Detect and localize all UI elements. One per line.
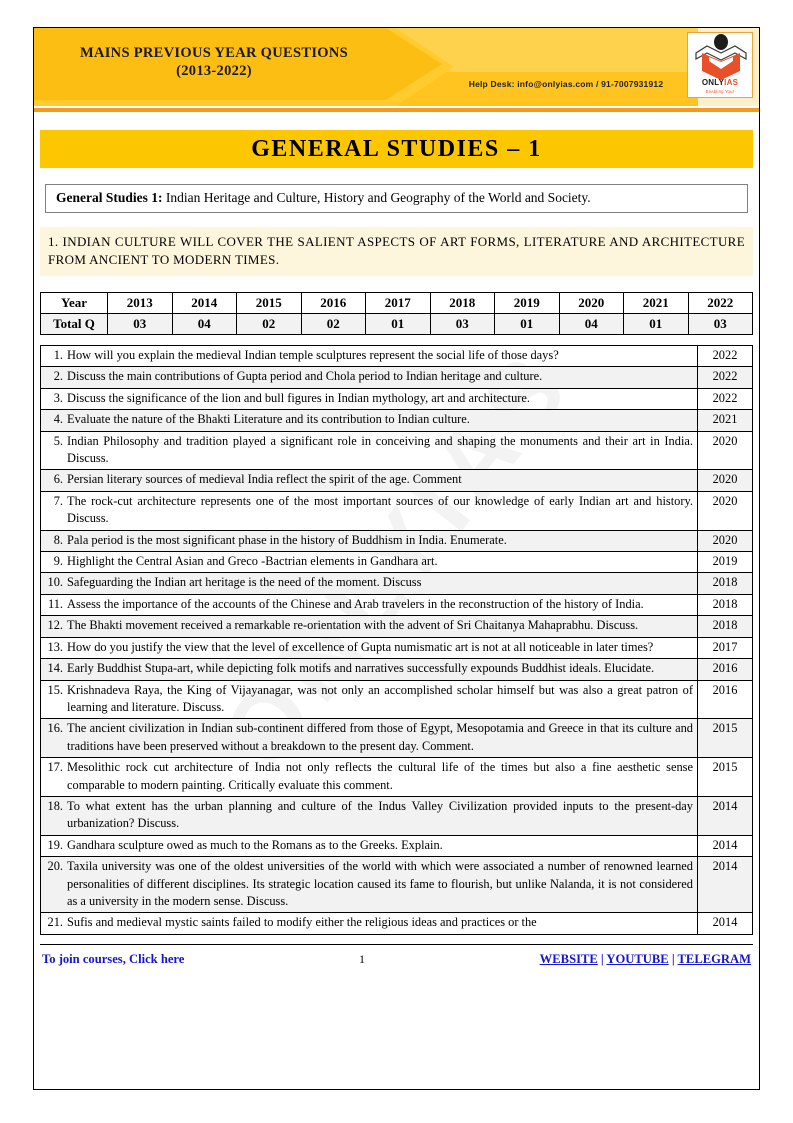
year-cell-2015: 2015 (237, 293, 302, 314)
table-row (41, 346, 753, 367)
onlyias-logo (687, 32, 753, 98)
total-q-row-label: Total Q (41, 314, 108, 335)
total-q-2022: 03 (688, 314, 753, 335)
masthead-divider (34, 108, 759, 112)
question-text: To what extent has the urban planning and culture of the Indus Valley Civilization provided inputs to the present-day urbanization? Discuss. (67, 798, 693, 831)
question-number: 17. (47, 760, 63, 775)
question-year: 2015 (698, 719, 753, 758)
question-text-cell (41, 431, 698, 470)
question-number: 11. (47, 596, 63, 611)
question-text: How do you justify the view that the level of excellence of Gupta numismatic art is not at all noticeable in later times? (67, 639, 654, 654)
question-year: 2022 (698, 367, 753, 388)
question-text: Highlight the Central Asian and Greco -Bactrian elements in Gandhara art. (67, 554, 438, 569)
page-title: GENERAL STUDIES – 1 (40, 130, 753, 168)
question-number: 14. (47, 661, 63, 676)
table-row (41, 594, 753, 615)
question-text-cell (41, 410, 698, 431)
table-row (41, 573, 753, 594)
masthead-title (34, 44, 394, 80)
masthead (34, 28, 759, 106)
topic-heading: 1. INDIAN CULTURE WILL COVER THE SALIENT ASPECTS OF ART FORMS, LITERATURE AND ARCHITECTURE FROM ANCIENT TO MODERN TIMES. (40, 227, 753, 276)
question-text: Discuss the main contributions of Gupta period and Chola period to Indian heritage and culture. (67, 369, 543, 384)
masthead-title-line1: MAINS PREVIOUS YEAR QUESTIONS (79, 45, 348, 61)
question-number: 16. (47, 721, 63, 736)
question-text-cell (41, 573, 698, 594)
table-row (41, 719, 753, 758)
question-text: Safeguarding the Indian art heritage is the need of the moment. Discuss (67, 575, 422, 590)
footer-separator-1: | (597, 952, 607, 967)
year-cell-2019: 2019 (495, 293, 560, 314)
question-year: 2022 (698, 388, 753, 409)
question-text-cell (41, 530, 698, 551)
table-row (41, 913, 753, 934)
question-year: 2018 (698, 573, 753, 594)
year-cell-2021: 2021 (624, 293, 689, 314)
table-row (41, 637, 753, 658)
question-text-cell (41, 346, 698, 367)
question-text: The ancient civilization in Indian sub-continent differed from those of Egypt, Mesopotamia and Greece in that its culture and traditions have been preserved without a breakdown to the present day. Comment. (67, 721, 693, 753)
question-number: 18. (47, 798, 63, 813)
year-cell-2017: 2017 (366, 293, 431, 314)
question-text-cell (41, 616, 698, 637)
year-cell-2013: 2013 (108, 293, 173, 314)
question-year: 2014 (698, 857, 753, 913)
question-year: 2018 (698, 594, 753, 615)
question-text-cell (41, 470, 698, 491)
question-year: 2020 (698, 431, 753, 470)
table-row (41, 552, 753, 573)
question-text: Early Buddhist Stupa-art, while depicting folk motifs and narratives successfully expounds Buddhist ideals. Elucidate. (67, 661, 655, 676)
question-text-cell (41, 367, 698, 388)
question-text: Gandhara sculpture owed as much to the Romans as to the Greeks. Explain. (67, 837, 443, 852)
question-text-cell (41, 857, 698, 913)
question-number: 15. (47, 682, 63, 697)
table-row (41, 388, 753, 409)
youtube-link[interactable]: YOUTUBE (606, 952, 669, 967)
masthead-title-line2: (2013-2022) (176, 63, 252, 79)
question-text-cell (41, 758, 698, 797)
question-year: 2020 (698, 491, 753, 530)
questions-table (40, 345, 753, 935)
question-number: 13. (47, 639, 63, 654)
total-q-2018: 03 (430, 314, 495, 335)
table-row (41, 410, 753, 431)
question-text-cell (41, 835, 698, 856)
question-year: 2014 (698, 796, 753, 835)
year-row-label: Year (41, 293, 108, 314)
footer-links (540, 952, 751, 967)
question-text: Krishnadeva Raya, the King of Vijayanagar, was not only an accomplished scholar himself but was also a great patron of learning and literature. Discuss. (67, 682, 693, 714)
question-number: 21. (47, 915, 63, 930)
question-text: Pala period is the most significant phase in the history of Buddhism in India. Enumerate. (67, 532, 507, 547)
question-number: 7. (53, 493, 63, 508)
total-q-2013: 03 (108, 314, 173, 335)
question-year: 2019 (698, 552, 753, 573)
total-q-2014: 04 (172, 314, 237, 335)
question-text-cell (41, 388, 698, 409)
total-q-2015: 02 (237, 314, 302, 335)
year-cell-2022: 2022 (688, 293, 753, 314)
logo-only-text: ONLY (701, 78, 725, 87)
footer-separator-2: | (668, 952, 678, 967)
question-year: 2020 (698, 470, 753, 491)
table-row (41, 491, 753, 530)
question-year: 2021 (698, 410, 753, 431)
year-cell-2020: 2020 (559, 293, 624, 314)
year-cell-2014: 2014 (172, 293, 237, 314)
table-row (41, 680, 753, 719)
question-number: 4. (53, 412, 63, 427)
question-text: Indian Philosophy and tradition played a significant role in conceiving and shaping the monuments and their art in India. Discuss. (67, 433, 693, 466)
question-text-cell (41, 594, 698, 615)
page-number: 1 (359, 952, 366, 967)
question-text-cell (41, 637, 698, 658)
question-year: 2016 (698, 659, 753, 680)
question-number: 9. (53, 554, 63, 569)
question-number: 1. (53, 348, 63, 362)
website-link[interactable]: WEBSITE (539, 952, 598, 967)
question-year: 2014 (698, 913, 753, 934)
logo-ias-text: IAS (724, 78, 739, 87)
question-number: 2. (53, 369, 63, 384)
question-text: Assess the importance of the accounts of the Chinese and Arab travelers in the reconstruction of the history of India. (67, 596, 644, 611)
table-row (41, 367, 753, 388)
year-cell-2016: 2016 (301, 293, 366, 314)
question-text-cell (41, 491, 698, 530)
question-text-cell (41, 552, 698, 573)
year-cell-2018: 2018 (430, 293, 495, 314)
question-text: The rock-cut architecture represents one of the most important sources of our knowledge of early Indian art and history. Discuss. (67, 493, 693, 526)
question-text-cell (41, 680, 698, 719)
question-text: Discuss the significance of the lion and bull figures in Indian mythology, art and architecture. (67, 390, 531, 405)
question-year: 2018 (698, 616, 753, 637)
question-year: 2014 (698, 835, 753, 856)
year-summary-body (41, 293, 753, 335)
total-q-2016: 02 (301, 314, 366, 335)
table-row (41, 530, 753, 551)
year-row (41, 293, 753, 314)
subject-description-box (45, 184, 748, 213)
subject-description: Indian Heritage and Culture, History and Geography of the World and Society. (162, 190, 591, 205)
question-text: Mesolithic rock cut architecture of India not only reflects the cultural life of the times but also a fine aesthetic sense comparable to modern painting. Critically evaluate this comment. (67, 760, 693, 792)
question-year: 2016 (698, 680, 753, 719)
question-number: 6. (53, 472, 63, 487)
question-number: 5. (53, 433, 63, 448)
question-text: Evaluate the nature of the Bhakti Literature and its contribution to Indian culture. (67, 412, 470, 427)
question-text-cell (41, 913, 698, 934)
logo-wordmark (688, 79, 752, 87)
question-year: 2015 (698, 758, 753, 797)
question-year: 2020 (698, 530, 753, 551)
help-desk-text: Help Desk: info@onlyias.com / 91-7007931912 (468, 79, 664, 89)
question-text: Persian literary sources of medieval India reflect the spirit of the age. Comment (67, 472, 462, 487)
subject-label: General Studies 1: (56, 190, 163, 205)
table-row (41, 659, 753, 680)
join-courses-link[interactable]: To join courses, Click here (42, 952, 185, 967)
logo-tagline: Enabling Your (705, 89, 735, 94)
question-text: Taxila university was one of the oldest universities of the world with which were associated a number of renowned learned personalities of different disciplines. Its strategic location caused its fame to flourish, but unlike Nalanda, it is not considered as a university in the modern sense. Discuss. (67, 859, 693, 908)
total-q-2021: 01 (624, 314, 689, 335)
logo-graphic-icon (688, 33, 754, 83)
question-year: 2022 (698, 346, 753, 367)
table-row (41, 835, 753, 856)
total-q-2017: 01 (366, 314, 431, 335)
table-row (41, 857, 753, 913)
table-row (41, 758, 753, 797)
total-q-2019: 01 (495, 314, 560, 335)
question-text-cell (41, 719, 698, 758)
table-row (41, 796, 753, 835)
question-number: 3. (53, 390, 63, 405)
question-text: The Bhakti movement received a remarkable re-orientation with the advent of Sri Chaitanya Mahaprabhu. Discuss. (67, 618, 639, 633)
question-number: 8. (53, 532, 63, 547)
document-page (33, 27, 760, 1090)
question-text: How will you explain the medieval Indian temple sculptures represent the social life of those days? (67, 348, 559, 362)
table-row (41, 431, 753, 470)
telegram-link[interactable]: TELEGRAM (677, 952, 751, 967)
page-content (34, 28, 759, 975)
question-year: 2017 (698, 637, 753, 658)
year-summary-table (40, 292, 753, 335)
question-number: 19. (47, 837, 63, 852)
question-text-cell (41, 659, 698, 680)
question-text-cell (41, 796, 698, 835)
question-number: 20. (47, 859, 63, 874)
question-number: 12. (47, 618, 63, 633)
page-footer (42, 945, 751, 975)
table-row (41, 616, 753, 637)
question-text: Sufis and medieval mystic saints failed to modify either the religious ideas and practices or the (67, 915, 537, 930)
questions-table-body (41, 346, 753, 935)
total-q-2020: 04 (559, 314, 624, 335)
total-q-row (41, 314, 753, 335)
question-number: 10. (47, 575, 63, 590)
table-row (41, 470, 753, 491)
